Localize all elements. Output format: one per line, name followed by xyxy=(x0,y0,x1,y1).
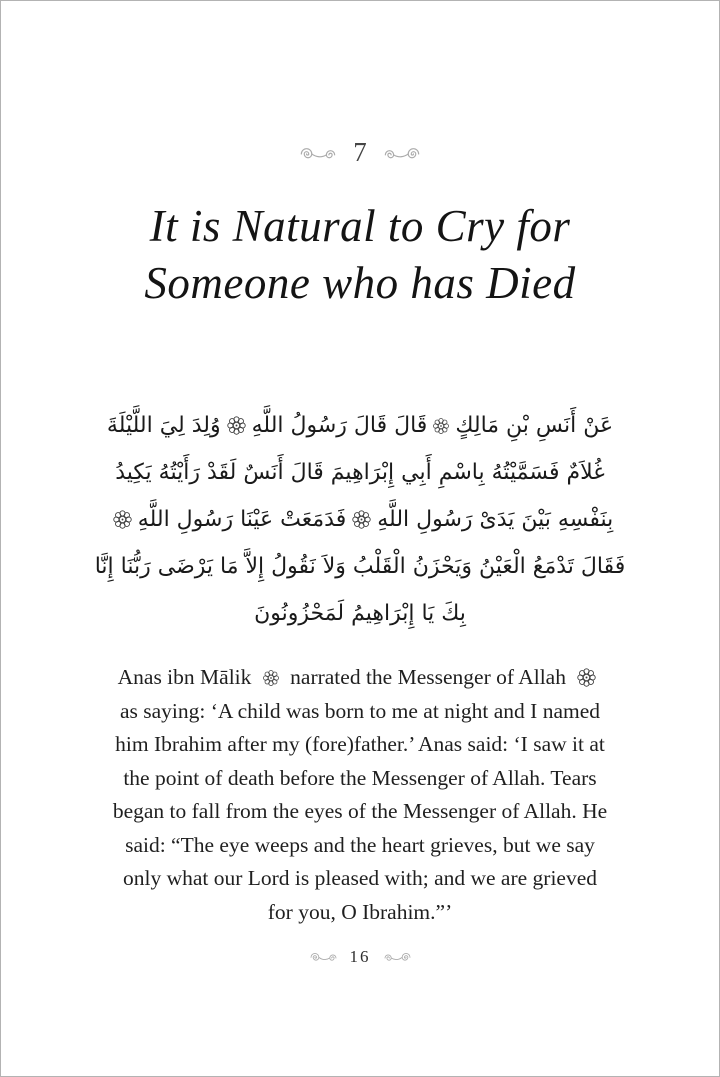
arabic-text: غُلاَمٌ فَسَمَّيْتُهُ بِاسْمِ أَبِي إِبْرَاهِيمَ قَالَ أَنَسٌ لَقَدْ رَأَيْتُهُ يَكِيدُ xyxy=(115,460,605,485)
translation-line: only what our Lord is pleased with; and we are grieved xyxy=(122,866,598,890)
chapter-header xyxy=(1,139,719,168)
arabic-line xyxy=(1,402,719,449)
translation-text: narrated the Messenger of Allah xyxy=(290,665,566,689)
hadith-arabic xyxy=(1,402,719,637)
flourish-ornament-icon xyxy=(384,147,420,160)
chapter-number: 7 xyxy=(353,137,367,167)
chapter-title xyxy=(1,198,719,312)
arabic-line xyxy=(1,496,719,543)
translation-line: him Ibrahim after my (fore)father.’ Anas said: ‘I saw it at xyxy=(115,732,605,756)
page-number: 16 xyxy=(349,947,371,966)
translation-text: Anas ibn Mālik xyxy=(117,665,252,689)
arabic-line xyxy=(1,543,719,590)
chapter-title-line: It is Natural to Cry for xyxy=(149,201,571,251)
flourish-ornament-icon xyxy=(300,147,336,160)
translation-line: for you, O Ibrahim.”’ xyxy=(267,899,453,924)
arabic-text: وُلِدَ لِيَ اللَّيْلَةَ xyxy=(106,413,221,438)
arabic-text: قَالَ قَالَ رَسُولُ اللَّهِ xyxy=(251,413,428,438)
hadith-translation xyxy=(1,661,719,929)
radiallahu-anhu-icon xyxy=(432,417,450,435)
translation-line: as saying: ‘A child was born to me at night and I named xyxy=(119,698,601,723)
arabic-text: فَدَمَعَتْ عَيْنَا رَسُولِ اللَّهِ xyxy=(137,507,347,532)
arabic-line xyxy=(1,590,719,637)
arabic-line xyxy=(1,449,719,496)
arabic-text: فَقَالَ تَدْمَعُ الْعَيْنُ وَيَحْزَنُ الْقَلْبُ وَلاَ نَقُولُ إِلاَّ مَا يَرْضَى رَبُّنَا إِنَّا xyxy=(94,554,626,579)
chapter-title-line: Someone who has Died xyxy=(144,258,576,308)
sallallahu-alayhi-wasallam-icon xyxy=(226,415,247,436)
translation-line: began to fall from the eyes of the Messenger of Allah. He xyxy=(112,799,608,823)
arabic-text: بِنَفْسِهِ بَيْنَ يَدَىْ رَسُولِ اللَّهِ xyxy=(377,507,614,532)
sallallahu-alayhi-wasallam-icon xyxy=(112,509,133,530)
translation-line: said: “The eye weeps and the heart grieves, but we say xyxy=(125,832,595,857)
page-footer xyxy=(1,948,719,965)
radiallahu-anhu-icon xyxy=(262,669,280,687)
flourish-ornament-icon xyxy=(384,952,411,962)
sallallahu-alayhi-wasallam-icon xyxy=(576,667,597,688)
translation-line: the point of death before the Messenger of Allah. Tears xyxy=(123,765,597,790)
arabic-text: بِكَ يَا إِبْرَاهِيمُ لَمَحْزُونُونَ xyxy=(254,601,466,626)
translation-line xyxy=(1,661,719,695)
flourish-ornament-icon xyxy=(310,952,337,962)
sallallahu-alayhi-wasallam-icon xyxy=(351,509,372,530)
arabic-text: عَنْ أَنَسِ بْنِ مَالِكٍ xyxy=(455,413,614,438)
